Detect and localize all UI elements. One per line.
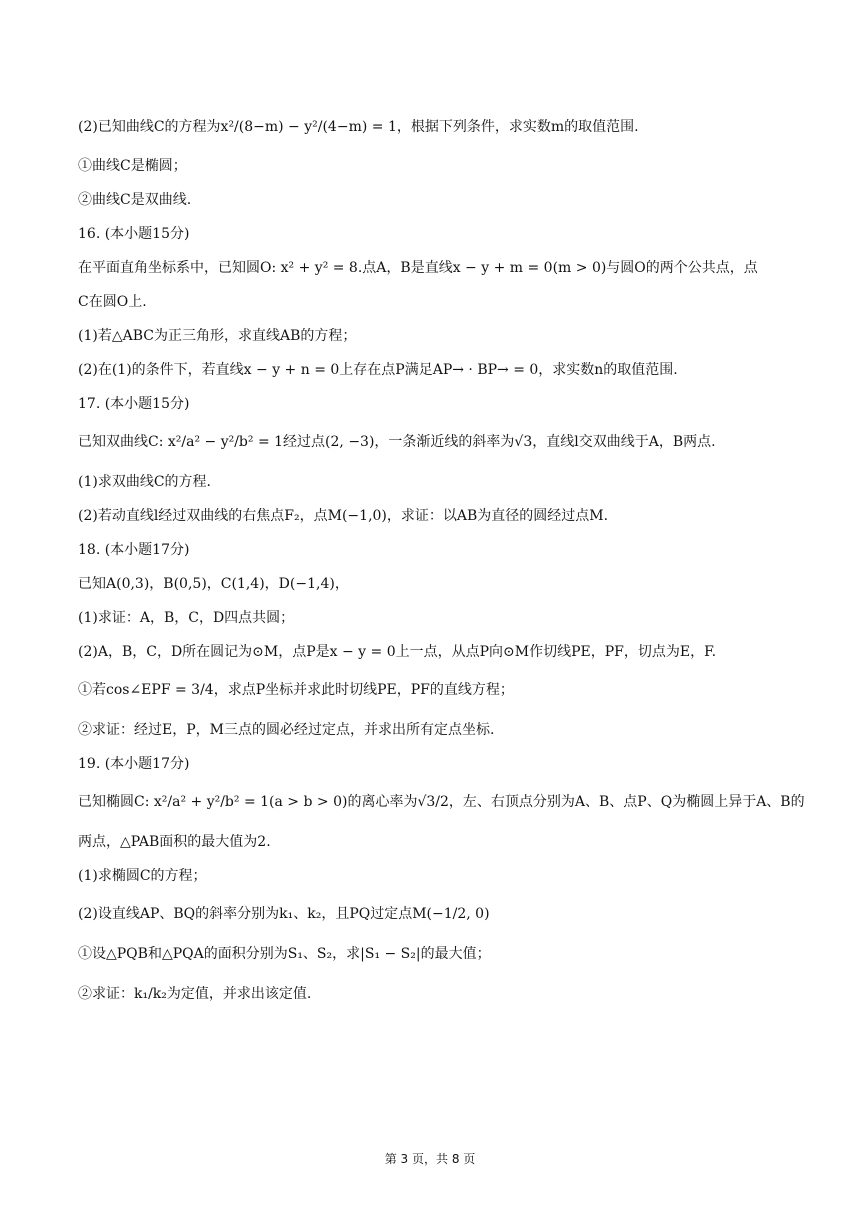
text-line: ②曲线C是双曲线.: [78, 192, 192, 208]
text-line: (2)设直线AP、BQ的斜率分别为k₁、k₂，且PQ过定点M(−1/2, 0): [78, 906, 490, 922]
text-line: ②求证：经过E，P，M三点的圆必经过定点，并求出所有定点坐标.: [78, 722, 495, 738]
text-line: (1)求椭圆C的方程；: [78, 868, 207, 884]
question-heading: 16. (本小题15分): [78, 226, 190, 242]
text-line: 已知A(0,3)，B(0,5)，C(1,4)，D(−1,4)，: [78, 576, 349, 592]
text-line: 已知椭圆C: x²/a² + y²/b² = 1(a > b > 0)的离心率为√3/2，左、右顶点分别为A、B、点P、Q为椭圆上异于A、B的: [78, 794, 805, 810]
text-line: C在圆O上.: [78, 294, 147, 310]
text-line: ①曲线C是椭圆；: [78, 158, 187, 174]
text-line: (2)若动直线l经过双曲线的右焦点F₂，点M(−1,0)，求证：以AB为直径的圆经过点M.: [78, 508, 609, 524]
text-line: (2)已知曲线C的方程为x²/(8−m) − y²/(4−m) = 1，根据下列条件，求实数m的取值范围.: [78, 119, 639, 135]
text-line: (2)A，B，C，D所在圆记为⊙M，点P是x − y = 0上一点，从点P向⊙M作切线PE，PF，切点为E，F.: [78, 644, 717, 660]
text-line: ①若cos∠EPF = 3/4，求点P坐标并求此时切线PE，PF的直线方程；: [78, 682, 514, 698]
text-line: ②求证：k₁/k₂为定值，并求出该定值.: [78, 986, 312, 1002]
text-line: 已知双曲线C: x²/a² − y²/b² = 1经过点(2, −3)，一条渐近线的斜率为√3，直线l交双曲线于A，B两点.: [78, 434, 716, 450]
question-heading: 18. (本小题17分): [78, 542, 190, 558]
text-line: (2)在(1)的条件下，若直线x − y + n = 0上存在点P满足AP→ · BP→ = 0，求实数n的取值范围.: [78, 362, 678, 378]
text-line: 在平面直角坐标系中，已知圆O: x² + y² = 8.点A，B是直线x − y + m = 0(m > 0)与圆O的两个公共点，点: [78, 260, 758, 276]
question-heading: 17. (本小题15分): [78, 396, 190, 412]
text-line: (1)求双曲线C的方程.: [78, 474, 211, 490]
text-line: 两点，△PAB面积的最大值为2.: [78, 834, 271, 850]
text-line: ①设△PQB和△PQA的面积分别为S₁、S₂，求|S₁ − S₂|的最大值；: [78, 946, 491, 962]
text-line: (1)求证：A，B，C，D四点共圆；: [78, 610, 295, 626]
text-line: (1)若△ABC为正三角形，求直线AB的方程；: [78, 328, 357, 344]
page-footer: 第 3 页，共 8 页: [384, 1152, 476, 1166]
question-heading: 19. (本小题17分): [78, 756, 190, 772]
